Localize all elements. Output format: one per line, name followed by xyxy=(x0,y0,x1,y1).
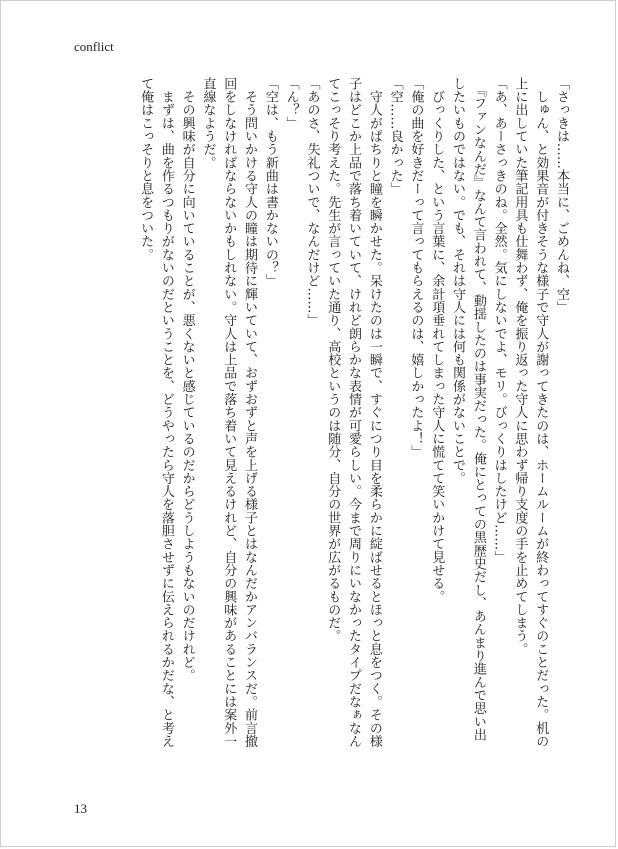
text-line: 「ん？」 xyxy=(283,77,299,130)
text-line: したいものではない。でも、それは守人には何も関係がないことで。 xyxy=(450,77,466,485)
text-line: その興味が自分に向いていることが、悪くないと感じているのだからどうしようもないのだけれど。 xyxy=(179,77,195,682)
text-line: 『ファンなんだ』なんて言われて、動揺したのは事実だった。俺にとっての黒歴史だし、あんまり進んで思い出 xyxy=(470,77,486,742)
vertical-body-text xyxy=(51,77,571,749)
text-line: 回をしなければならないかもしれない。守人は上品で落ち着いて見えるけれど、自分の興味があることには案外一 xyxy=(221,77,237,748)
text-line: てこっそり考えた。先生が言っていた通り、高校というのは随分、自分の世界が広がるものだ。 xyxy=(325,77,341,643)
text-line: びっくりした、という言葉に、余計項垂れてしまった守人に慌てて笑いかけて見せる。 xyxy=(429,77,445,603)
text-line: 上に出していた筆記用具も仕舞わず、俺を振り返った守人に思わず帰り支度の手を止めてしまう。 xyxy=(512,77,528,656)
text-line: 「空……良かった」 xyxy=(387,77,403,196)
running-header-title: conflict xyxy=(74,39,114,54)
text-line: 守人がぱちりと瞳を瞬かせた。呆けたのは一瞬で、すぐにつり目を柔らかに綻ばせるとほっと息をつく。その様 xyxy=(366,77,382,748)
text-line: まずは、曲を作るつもりがないのだということを、どうやったら守人を落胆させずに伝えられるかだな、と考え xyxy=(158,77,174,748)
text-line: 「俺の曲を好きだーって言ってもらえるのは、嬉しかったよ！」 xyxy=(408,77,424,459)
text-line: 「空は、もう新曲は書かないの？」 xyxy=(262,77,278,288)
text-line: 「さっきは……本当に、ごめんね、空」 xyxy=(554,77,569,314)
page-number: 13 xyxy=(74,801,87,816)
text-line: 子はどこか上品で落ち着いていて、けれど朗らかな表情が可愛らしい。今まで周りにいなかったタイプだなぁなん xyxy=(346,77,362,748)
text-line: て俺はこっそりと息をついた。 xyxy=(138,77,154,262)
text-line: そう問いかける守人の瞳は期待に輝いていて、おずおずと声を上げる様子とはなんだかアンバランスだ。前言撤 xyxy=(242,77,258,748)
text-line: 「あ、あーさっきのね。全然。気にしないでよ、モリ。びっくりはしたけど……」 xyxy=(491,77,507,564)
text-line: しゅん、と効果音が付きそうな様子で守人が謝ってきたのは、ホームルームが終わってすぐのことだった。机の xyxy=(533,77,549,748)
text-line: 「あのさ、失礼ついで、なんだけど……」 xyxy=(304,77,320,327)
text-line: 直線なようだ。 xyxy=(200,77,216,170)
